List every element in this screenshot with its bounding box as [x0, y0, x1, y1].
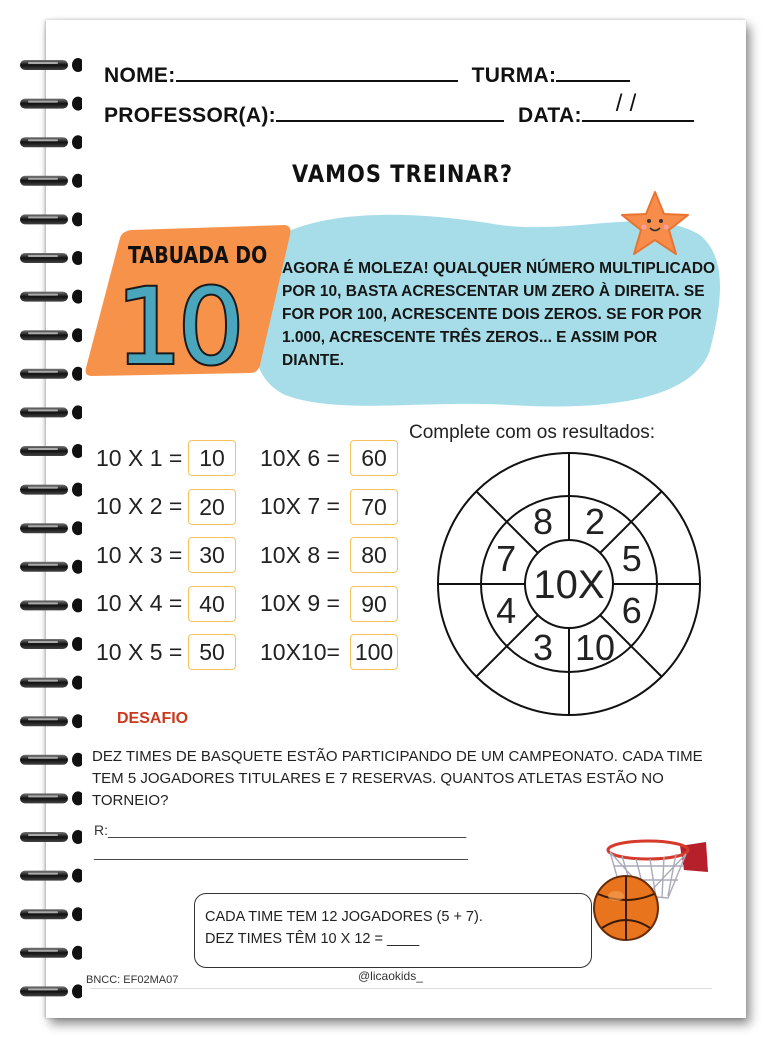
- equation-text: 10 X 5 =: [96, 638, 183, 665]
- spiral-ring: [20, 753, 82, 767]
- spiral-ring: [20, 328, 82, 342]
- footer-divider: [90, 988, 712, 989]
- wheel-number: 5: [621, 537, 642, 579]
- answer-box[interactable]: 60: [350, 440, 398, 476]
- spiral-ring: [20, 907, 82, 921]
- wheel-number: 4: [496, 590, 517, 632]
- spiral-ring: [20, 560, 82, 574]
- equation-text: 10X10=: [260, 638, 340, 665]
- spiral-ring: [20, 521, 82, 535]
- answer-box[interactable]: 70: [350, 489, 398, 525]
- wheel-number: 10: [574, 626, 616, 668]
- left-equation-row: [96, 586, 236, 622]
- answer-box[interactable]: 100: [350, 634, 398, 670]
- left-equation-row: [96, 440, 236, 476]
- spiral-ring: [20, 251, 82, 265]
- wheel-center-label: 10X: [533, 563, 605, 607]
- equation-text: 10X 6 =: [260, 444, 340, 471]
- badge-number: 10: [115, 270, 241, 380]
- right-equation-row: [260, 440, 398, 476]
- spiral-ring: [20, 405, 82, 419]
- spiral-ring: [20, 444, 82, 458]
- name-input-line[interactable]: [176, 60, 458, 82]
- right-equation-row: [260, 634, 398, 670]
- answer-box[interactable]: 30: [188, 537, 236, 573]
- equation-text: 10X 9 =: [260, 590, 340, 616]
- spiral-ring: [20, 58, 82, 72]
- answer-box[interactable]: 10: [188, 440, 236, 476]
- page-title: VAMOS TREINAR?: [292, 160, 514, 188]
- equation-text: 10X 8 =: [260, 541, 340, 568]
- basketball-hoop-icon: [588, 832, 712, 944]
- challenge-text: DEZ TIMES DE BASQUETE ESTÃO PARTICIPANDO DE UM CAMPEONATO. CADA TIME TEM 5 JOGADORES TITULARES E 7 RESERVAS. QUANTOS ATLETAS ESTÃO NO TORNEIO?: [92, 748, 703, 809]
- spiral-ring: [20, 984, 82, 998]
- left-equation-row: [96, 537, 236, 573]
- right-equation-row: [260, 586, 398, 622]
- equation-text: 10 X 2 =: [96, 493, 183, 519]
- spiral-ring: [20, 830, 82, 844]
- equation-text: 10 X 3 =: [96, 541, 183, 568]
- right-equation-row: [260, 489, 398, 525]
- spiral-ring: [20, 791, 82, 805]
- class-input-line[interactable]: [556, 60, 630, 82]
- answer-line-2[interactable]: ________________________________________________: [94, 844, 468, 860]
- date-input-line[interactable]: [582, 90, 694, 122]
- spiral-ring: [20, 676, 82, 690]
- left-equation-row: [96, 634, 236, 670]
- spiral-ring: [20, 946, 82, 960]
- class-label: TURMA:: [471, 64, 557, 87]
- spiral-ring: [20, 135, 82, 149]
- answer-box[interactable]: 80: [350, 537, 398, 573]
- badge-number-graphic: [108, 270, 248, 380]
- wheel-number: 2: [585, 501, 606, 543]
- challenge-heading: DESAFIO: [117, 710, 189, 727]
- spiral-ring: [20, 483, 82, 497]
- name-field-row: [104, 60, 630, 88]
- answer-line-1[interactable]: R:______________________________________________: [94, 822, 467, 838]
- spiral-ring: [20, 714, 82, 728]
- wheel-instruction: Complete com os resultados:: [409, 422, 656, 443]
- wheel-number: 7: [496, 537, 517, 579]
- spiral-binding: [12, 40, 82, 1000]
- equation-text: 10 X 4 =: [96, 590, 183, 616]
- hint-line-2: DEZ TIMES TÊM 10 X 12 = ____: [205, 931, 420, 947]
- spiral-ring: [20, 367, 82, 381]
- spiral-ring: [20, 637, 82, 651]
- spiral-ring: [20, 598, 82, 612]
- intro-text: AGORA É MOLEZA! QUALQUER NÚMERO MULTIPLICADO POR 10, BASTA ACRESCENTAR UM ZERO À DIREITA. SE FOR POR 100, ACRESCENTE DOIS ZEROS. SE FOR POR 1.000, ACRESCENTE TRÊS ZEROS... E ASSIM POR DIANTE.: [282, 260, 716, 369]
- answer-box[interactable]: 20: [188, 489, 236, 525]
- date-slashes: / /: [615, 90, 637, 117]
- teacher-input-line[interactable]: [276, 100, 504, 122]
- spiral-ring: [20, 97, 82, 111]
- spiral-ring: [20, 869, 82, 883]
- multiplication-wheel: [430, 452, 710, 732]
- date-label: DATA:: [518, 104, 582, 127]
- hint-line-1: CADA TIME TEM 12 JOGADORES (5 + 7).: [205, 909, 483, 925]
- bncc-code: BNCC: EF02MA07: [86, 974, 179, 986]
- wheel-number: 6: [621, 590, 642, 632]
- equation-text: 10 X 1 =: [96, 444, 183, 471]
- left-equation-row: [96, 489, 236, 525]
- answer-box[interactable]: 50: [188, 634, 236, 670]
- hint-box: [194, 893, 592, 968]
- wheel-number: 8: [532, 501, 553, 543]
- equation-text: 10X 7 =: [260, 493, 340, 519]
- spiral-ring: [20, 290, 82, 304]
- teacher-label: PROFESSOR(A):: [104, 104, 276, 127]
- spiral-ring: [20, 212, 82, 226]
- spiral-ring: [20, 174, 82, 188]
- author-handle: @licaokids_: [358, 969, 423, 983]
- wheel-number: 3: [532, 626, 553, 668]
- name-label: NOME:: [104, 64, 176, 87]
- answer-box[interactable]: 40: [188, 586, 236, 622]
- teacher-field-row: [104, 90, 694, 128]
- right-equation-row: [260, 537, 398, 573]
- answer-box[interactable]: 90: [350, 586, 398, 622]
- badge-label: TABUADA DO: [128, 242, 268, 270]
